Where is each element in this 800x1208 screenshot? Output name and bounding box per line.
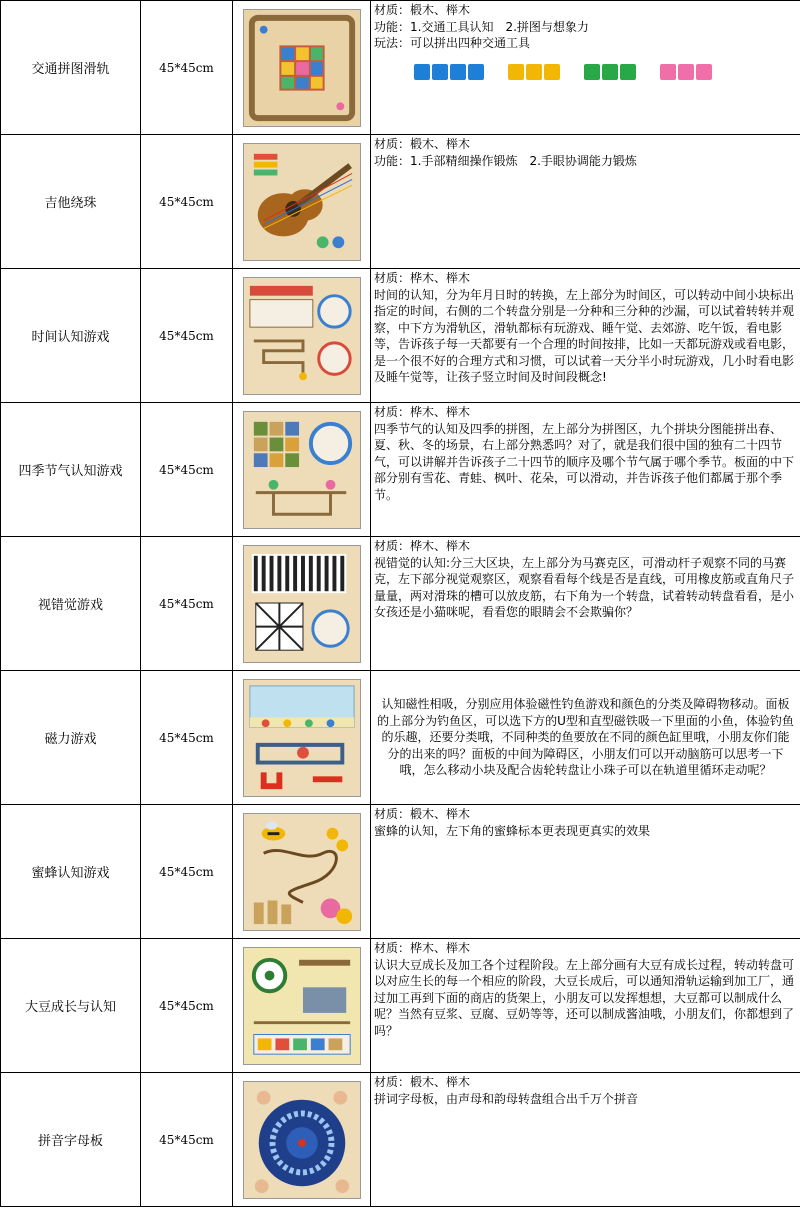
product-image: [233, 403, 371, 537]
optical-illusion-board-image: [243, 545, 361, 663]
description-line: 认识大豆成长及加工各个过程阶段。左上部分画有大豆有成长过程，转动转盘可以对应生长的每一个相应的阶段，大豆长成后，可以通知滑轨运输到加工厂，通过加工再到下面的商店的货架上，小朋友可以发挥想想，大豆都可以制成什么呢？当然有豆浆、豆腐、豆奶等等，还可以制成酱油哦，小朋友们，你都想到了吗？: [374, 957, 795, 1038]
product-size: 45*45cm: [141, 805, 233, 939]
description-line: 材质：椴木、榉木: [374, 807, 471, 821]
puzzle-example-pink: [660, 64, 712, 80]
description-line: 材质：桦木、榉木: [374, 405, 471, 419]
product-name: 视错觉游戏: [1, 537, 141, 671]
traffic-puzzle-board-image: [243, 9, 361, 127]
table-row: [1, 939, 800, 1073]
description-line: 拼词字母板，由声母和韵母转盘组合出千万个拼音: [374, 1091, 639, 1106]
product-size: 45*45cm: [141, 671, 233, 805]
table-row: [1, 1073, 800, 1207]
table-row: [1, 805, 800, 939]
description-line: 视错觉的认知:分三大区块，左上部分为马赛克区，可滑动杆子观察不同的马赛克，左下部分视觉观察区，观察看看每个线是否是直线，可用橡皮筋或直角尺子量量，两对滑珠的槽可以放皮筋，右下角为一个转盘，试着转动转盘看看，是小女孩还是小猫咪呢，看看您的眼睛会不会欺骗你？: [374, 555, 795, 619]
description-line: 材质：桦木、榉木: [374, 271, 471, 285]
pinyin-board-image: [243, 1081, 361, 1199]
bee-cognition-board-image: [243, 813, 361, 931]
product-size: 45*45cm: [141, 269, 233, 403]
description-line: 四季节气的认知及四季的拼图，左上部分为拼图区，九个拼块分图能拼出春、夏、秋、冬的场景，右上部分熟悉吗？对了，就是我们很中国的独有二十四节气，可以讲解并告诉孩子二十四节的顺序及哪个节气属于哪个季节。板面的中下部分别有雪花、青蛙、枫叶、花朵，可以滑动，并告诉孩子他们都属于那个季节。: [374, 421, 795, 502]
product-description: [371, 135, 800, 269]
table-row: [1, 671, 800, 805]
description-line: 时间的认知，分为年月日时的转换，左上部分为时间区，可以转动中间小块标出指定的时间，右侧的二个转盘分别是一分种和三分种的沙漏，可以试着转转并观察，中下方为滑轨区，滑轨都标有玩游戏、睡午觉、去郊游、吃午饭，看电影等，告诉孩子每一天都要有一个合理的时间按排，比如一天都玩游戏或看电影，是一个很不好的合理方式和习惯，可以试着一天分半小时玩游戏，几小时看电影及睡午觉等，让孩子竖立时间及时间段概念!: [374, 287, 795, 384]
product-image: [233, 1, 371, 135]
description-line: 蜜蜂的认知，左下角的蜜蜂标本更表现更真实的效果: [374, 823, 651, 838]
product-size: 45*45cm: [141, 135, 233, 269]
description-line: 功能：1.交通工具认知 2.拼图与想象力: [374, 19, 589, 34]
product-size: 45*45cm: [141, 537, 233, 671]
product-image: [233, 269, 371, 403]
description-line: 材质：椴木、榉木: [374, 3, 471, 17]
product-name: 拼音字母板: [1, 1073, 141, 1207]
product-image: [233, 939, 371, 1073]
product-description: [371, 537, 800, 671]
description-line: 材质：桦木、榉木: [374, 941, 471, 955]
product-name: 磁力游戏: [1, 671, 141, 805]
soybean-growth-board-image: [243, 947, 361, 1065]
description-line: 认知磁性相吸，分别应用体验磁性钓鱼游戏和颜色的分类及障碍物移动。面板的上部分为钓鱼区，可以选下方的U型和直型磁铁吸一下里面的小鱼，体验钓鱼的乐趣，还要分类哦，不同种类的鱼要放在不同的颜色缸里哦，小朋友你们能分的出来的吗？面板的中间为障碍区，小朋友们可以开动脑筋可以思考一下哦，怎么移动小块及配合齿轮转盘让小珠子可以在轨道里循环走动呢？: [377, 697, 794, 778]
product-image: [233, 1073, 371, 1207]
puzzle-example-blue: [414, 64, 484, 80]
product-description: [371, 1, 800, 135]
product-image: [233, 537, 371, 671]
magnet-game-board-image: [243, 679, 361, 797]
product-name: 四季节气认知游戏: [1, 403, 141, 537]
seasons-board-image: [243, 411, 361, 529]
product-description: [371, 805, 800, 939]
product-size: 45*45cm: [141, 939, 233, 1073]
product-image: [233, 805, 371, 939]
table-row: [1, 269, 800, 403]
description-line: 功能：1.手部精细操作锻炼 2.手眼协调能力锻炼: [374, 153, 637, 168]
product-description: [371, 403, 800, 537]
description-line: 材质：椴木、榉木: [374, 137, 471, 151]
puzzle-example-green: [584, 64, 636, 80]
table-row: [1, 403, 800, 537]
description-line: 玩法：可以拼出四种交通工具: [374, 36, 531, 50]
product-size: 45*45cm: [141, 1073, 233, 1207]
product-description: [371, 269, 800, 403]
product-image: [233, 671, 371, 805]
table-row: [1, 1, 800, 135]
product-image: [233, 135, 371, 269]
product-name: 时间认知游戏: [1, 269, 141, 403]
guitar-bead-maze-image: [243, 143, 361, 261]
description-line: 材质：桦木、榉木: [374, 539, 471, 553]
product-name: 吉他绕珠: [1, 135, 141, 269]
product-name: 大豆成长与认知: [1, 939, 141, 1073]
description-line: 材质：椴木、榉木: [374, 1075, 471, 1089]
product-size: 45*45cm: [141, 403, 233, 537]
product-description: [371, 671, 800, 805]
product-name: 交通拼图滑轨: [1, 1, 141, 135]
product-size: 45*45cm: [141, 1, 233, 135]
table-row: [1, 537, 800, 671]
time-cognition-board-image: [243, 277, 361, 395]
product-name: 蜜蜂认知游戏: [1, 805, 141, 939]
product-description: [371, 939, 800, 1073]
product-description: [371, 1073, 800, 1207]
table-row: [1, 135, 800, 269]
puzzle-example-yellow: [508, 64, 560, 80]
vehicle-puzzle-examples: [414, 64, 797, 80]
